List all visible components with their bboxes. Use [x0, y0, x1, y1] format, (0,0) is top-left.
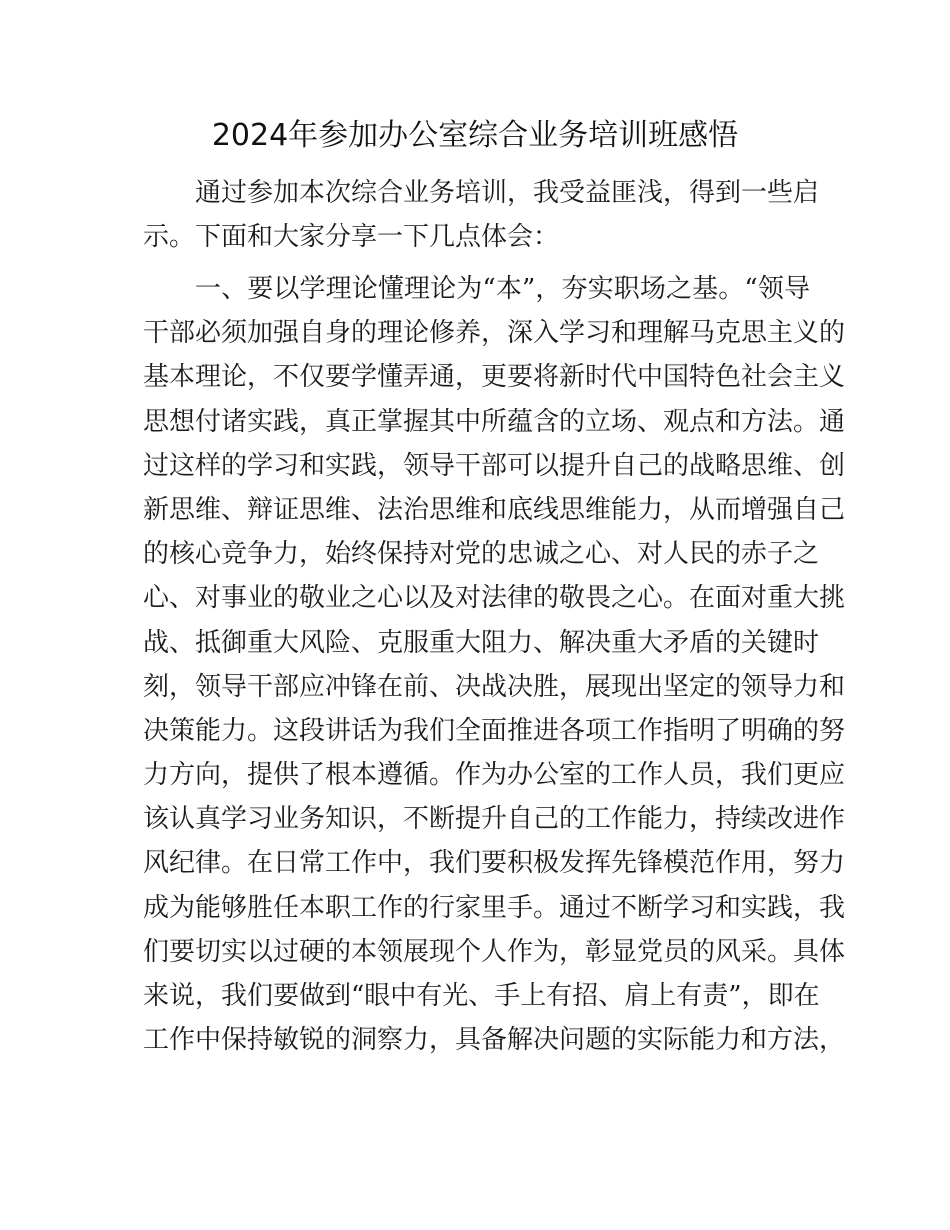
text-line: 示。下面和大家分享一下几点体会： [143, 222, 560, 253]
text-line: 新思维、辩证思维、法治思维和底线思维能力，从而增强自己 [143, 494, 846, 525]
text-line: 决策能力。这段讲话为我们全面推进各项工作指明了明确的努 [143, 715, 846, 746]
paragraph-intro [143, 171, 820, 259]
text-line: 工作中保持敏锐的洞察力，具备解决问题的实际能力和方法， [143, 1025, 846, 1056]
text-line: 通过参加本次综合业务培训，我受益匪浅，得到一些启 [195, 178, 820, 208]
text-line: 心、对事业的敬业之心以及对法律的敬畏之心。在面对重大挑 [143, 583, 846, 614]
text-line: 力方向，提供了根本遵循。作为办公室的工作人员，我们更应 [143, 760, 846, 791]
text-line: 风纪律。在日常工作中，我们要积极发挥先锋模范作用，努力 [143, 848, 846, 879]
text-line: 成为能够胜任本职工作的行家里手。通过不断学习和实践，我 [143, 892, 846, 923]
text-line: 基本理论，不仅要学懂弄通，更要将新时代中国特色社会主义 [143, 362, 846, 393]
text-line: 一、要以学理论懂理论为“本”，夯实职场之基。“领导 [195, 274, 810, 304]
text-line: 们要切实以过硬的本领展现个人作为，彰显党员的风采。具体 [143, 936, 846, 967]
document-title: 2024年参加办公室综合业务培训班感悟 [211, 118, 739, 153]
text-line: 过这样的学习和实践，领导干部可以提升自己的战略思维、创 [143, 450, 846, 481]
paragraph-section-one [143, 267, 846, 1062]
text-line: 来说，我们要做到“眼中有光、手上有招、肩上有责”，即在 [143, 981, 820, 1011]
text-line: 该认真学习业务知识，不断提升自己的工作能力，持续改进作 [143, 804, 846, 835]
text-line: 的核心竞争力，始终保持对党的忠诚之心、对人民的赤子之 [143, 539, 820, 570]
text-line: 刻，领导干部应冲锋在前、决战决胜，展现出坚定的领导力和 [143, 671, 846, 702]
text-line: 思想付诸实践，真正掌握其中所蕴含的立场、观点和方法。通 [143, 406, 846, 437]
text-line: 战、抵御重大风险、克服重大阻力、解决重大矛盾的关键时 [143, 627, 820, 658]
text-line: 干部必须加强自身的理论修养，深入学习和理解马克思主义的 [143, 318, 846, 349]
